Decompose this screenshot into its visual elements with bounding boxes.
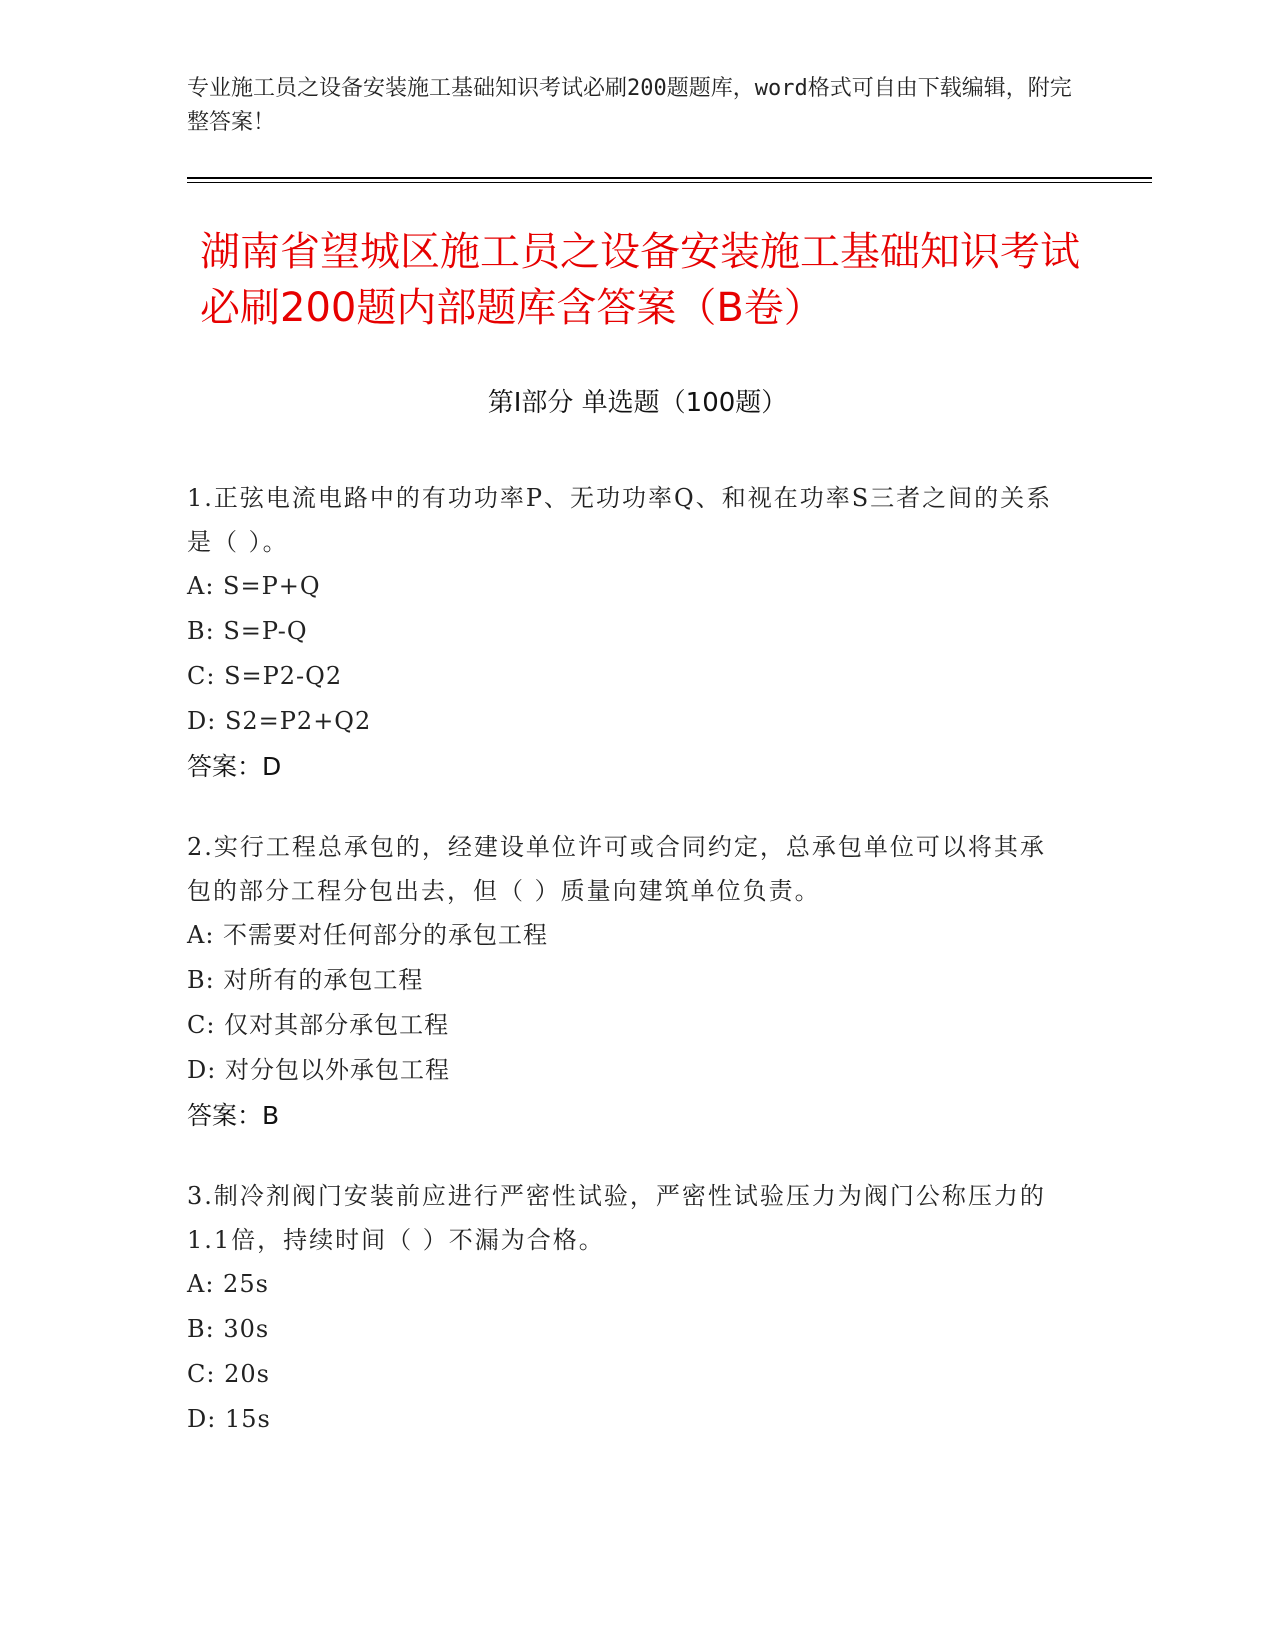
document-title: 湖南省望城区施工员之设备安装施工基础知识考试必刷200题内部题库含答案（B卷） — [200, 229, 1080, 331]
question-2 — [187, 825, 1067, 1138]
question-stem: 2.实行工程总承包的，经建设单位许可或合同约定，总承包单位可以将其承包的部分工程分包出去，但（ ）质量向建筑单位负责。 — [187, 833, 1046, 905]
question-list — [187, 476, 1067, 1478]
option-c: C: 20s — [187, 1360, 270, 1388]
option-a: A: S=P+Q — [187, 572, 321, 600]
option-a: A: 不需要对任何部分的承包工程 — [187, 921, 549, 949]
option-d: D: 对分包以外承包工程 — [187, 1056, 450, 1084]
question-1 — [187, 476, 1067, 789]
question-3 — [187, 1174, 1067, 1442]
header-divider-thin — [187, 182, 1152, 183]
header-note: 专业施工员之设备安装施工基础知识考试必刷200题题库，word格式可自由下载编辑，附完整答案！ — [187, 76, 1072, 135]
option-d: D: S2=P2+Q2 — [187, 707, 372, 735]
option-c: C: 仅对其部分承包工程 — [187, 1011, 450, 1039]
section-title: 第I部分 单选题（100题） — [487, 388, 788, 418]
option-a: A: 25s — [187, 1270, 269, 1298]
option-b: B: 对所有的承包工程 — [187, 966, 424, 994]
answer: 答案：B — [187, 1101, 280, 1130]
option-b: B: 30s — [187, 1315, 270, 1343]
question-stem: 3.制冷剂阀门安装前应进行严密性试验，严密性试验压力为阀门公称压力的1.1倍，持续时间（ ）不漏为合格。 — [187, 1182, 1046, 1254]
answer: 答案：D — [187, 752, 282, 781]
option-c: C: S=P2-Q2 — [187, 662, 343, 690]
header-divider — [187, 177, 1152, 179]
option-b: B: S=P-Q — [187, 617, 308, 645]
question-stem: 1.正弦电流电路中的有功功率P、无功功率Q、和视在功率S三者之间的关系是（ ）。 — [187, 484, 1053, 556]
option-d: D: 15s — [187, 1405, 271, 1433]
